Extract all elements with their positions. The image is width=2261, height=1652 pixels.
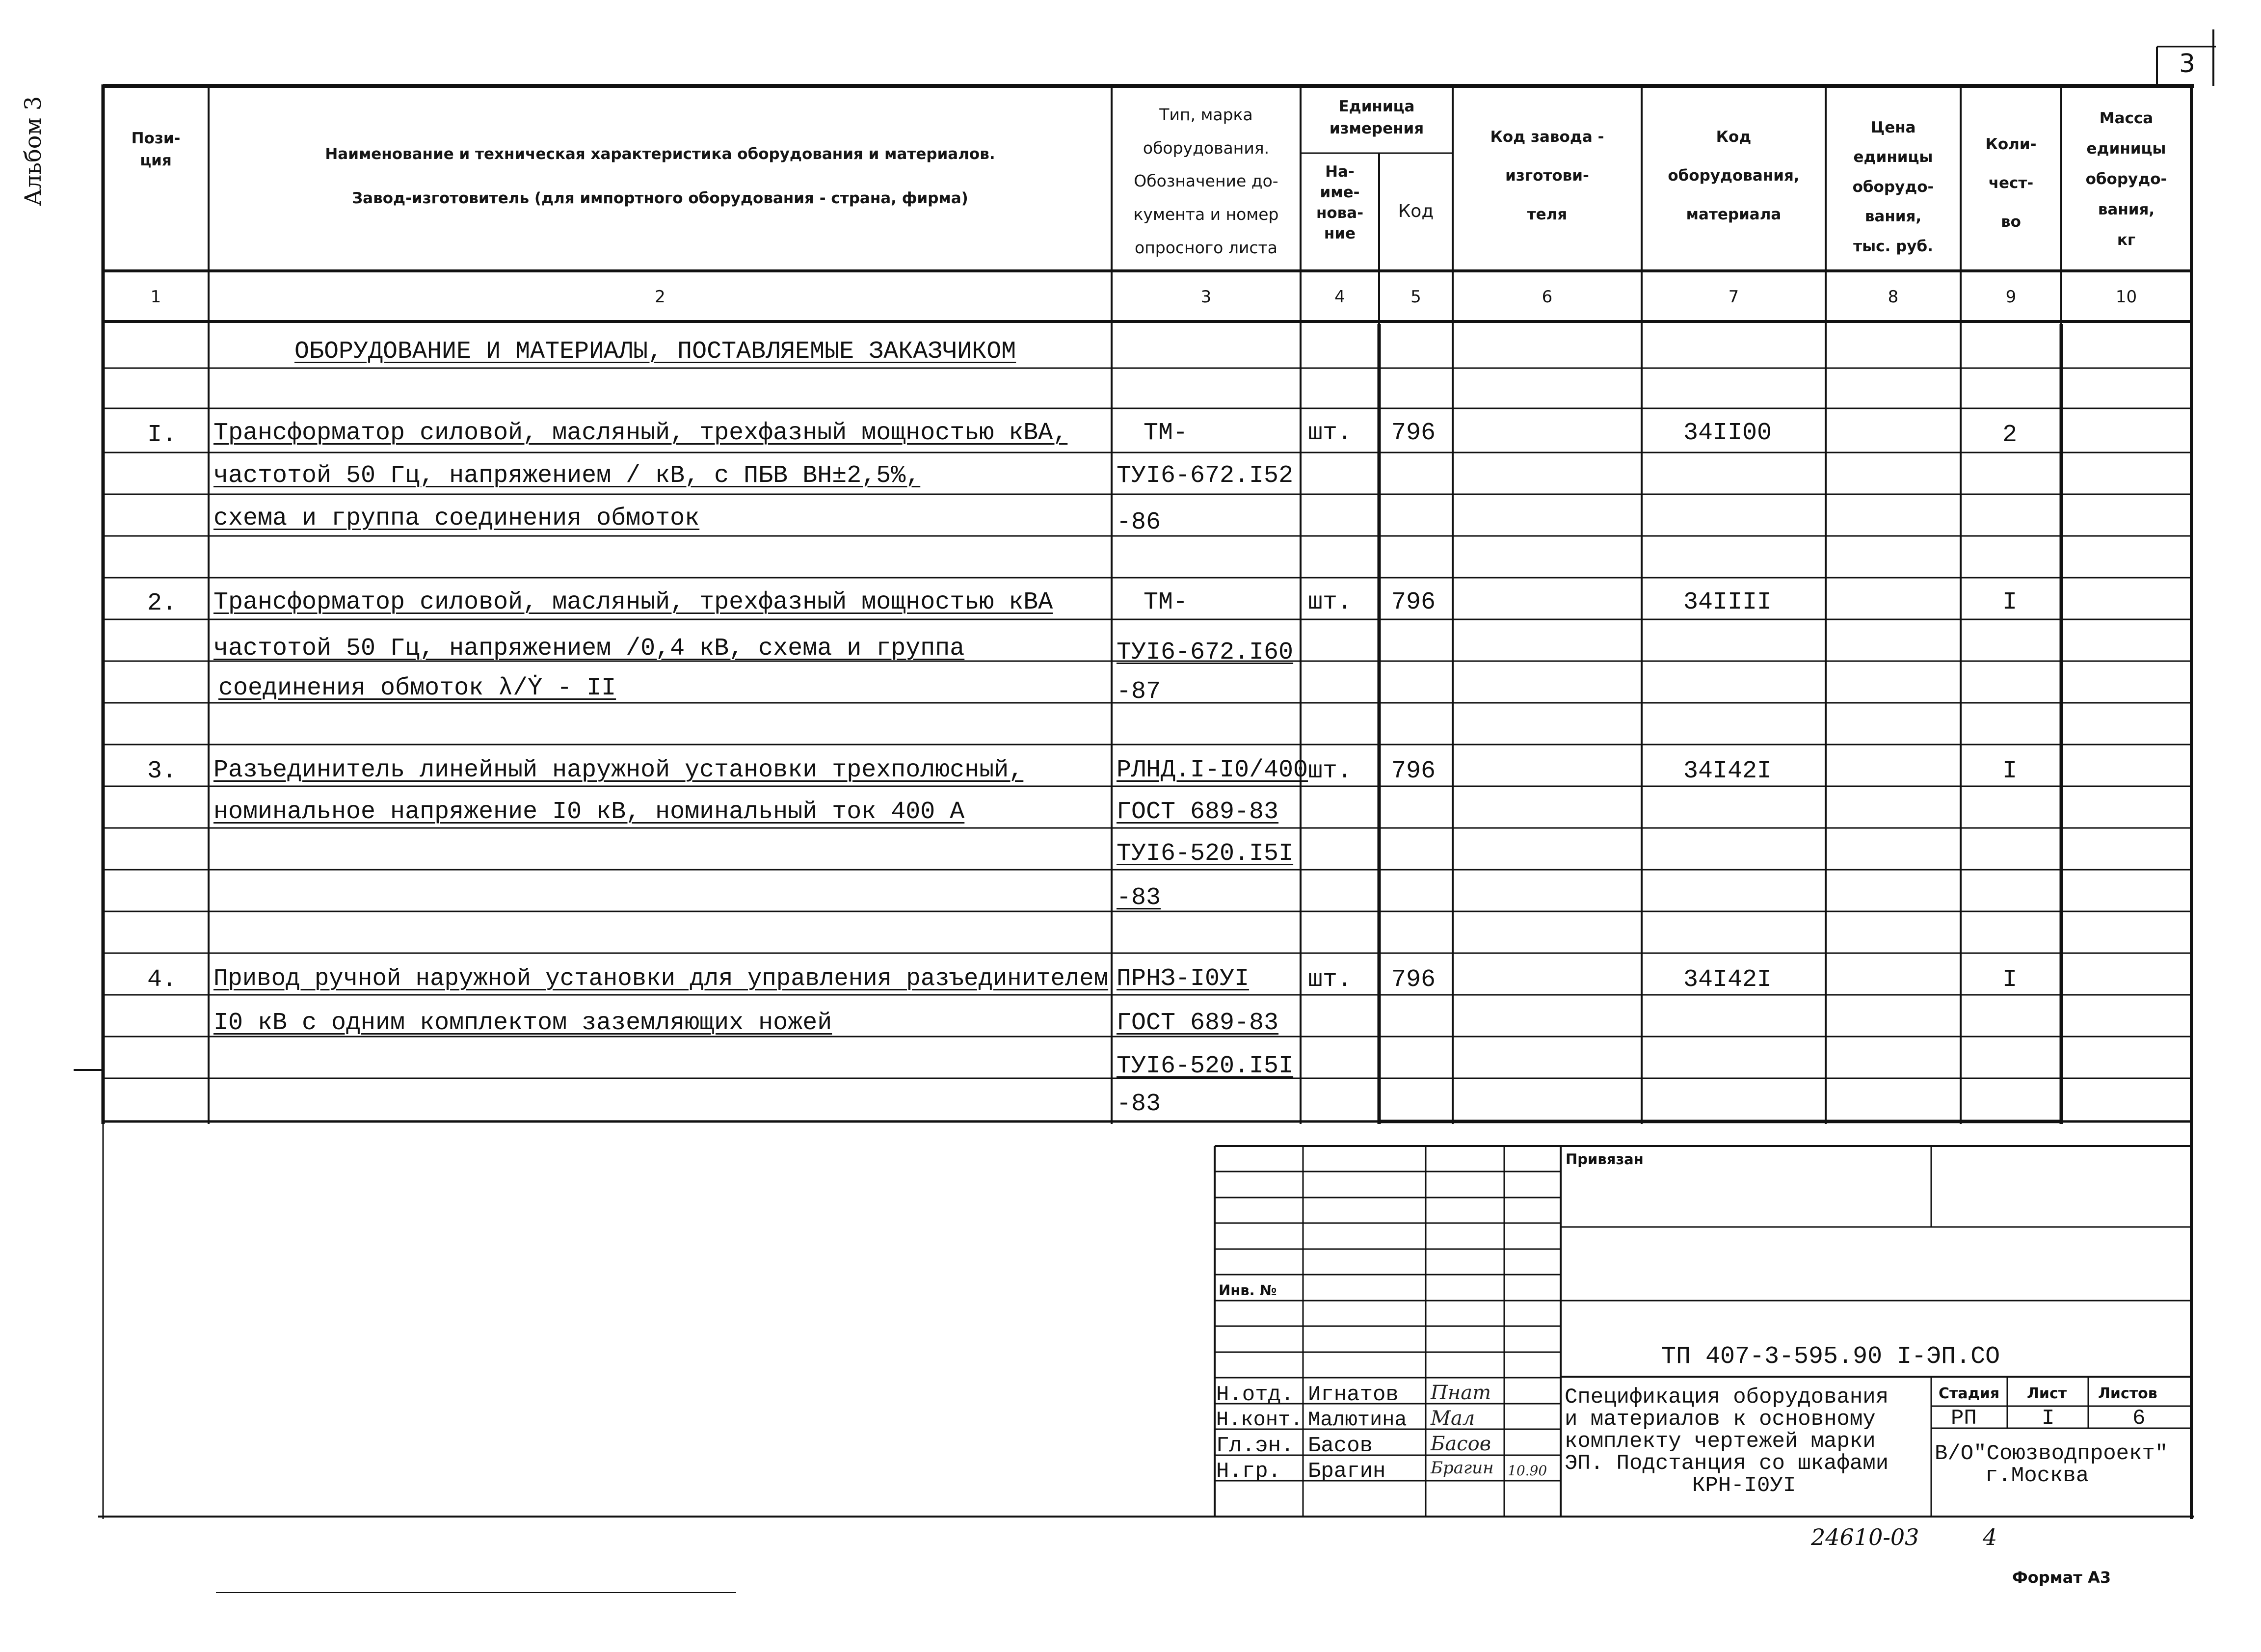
item-position: 2.: [147, 589, 177, 617]
header-col-6: Код завода - изготови- теля: [1490, 128, 1604, 224]
item-unit-code: 796: [1391, 966, 1436, 994]
role-name: Брагин: [1308, 1459, 1386, 1484]
col-num-9: 9: [2005, 287, 2017, 307]
header-col-10: Масса единицы оборудо- вания, кг: [2085, 109, 2167, 249]
header-col-3: Тип, марка оборудования. Обозначение до- кумента и номер опросного листа: [1133, 105, 1279, 257]
signature: Мал: [1431, 1407, 1475, 1430]
item-name-line: частотой 50 Гц, напряжением / кВ, с ПБВ ВН±2,5%,: [213, 462, 921, 490]
item-type-line: ГОСТ 689-83: [1117, 798, 1279, 826]
header-col-9: Коли- чест- во: [1985, 135, 2037, 231]
archive-number: 24610-03: [1811, 1524, 1919, 1550]
document-designation: ТП 407-3-595.90 I-ЭП.СО: [1661, 1343, 2000, 1371]
item-unit-code: 796: [1391, 419, 1436, 447]
col-num-2: 2: [655, 287, 665, 307]
item-position: I.: [147, 421, 177, 449]
archive-page: 4: [1983, 1524, 1997, 1550]
bound-label: Привязан: [1566, 1151, 1644, 1168]
item-name-line: I0 кВ с одним комплектом заземляющих ножей: [213, 1009, 832, 1037]
item-name-line: Трансформатор силовой, масляный, трехфазный мощностью кВА: [213, 588, 1053, 616]
item-unit-code: 796: [1391, 757, 1436, 785]
item-type-line: РЛНД.I-I0/400: [1117, 756, 1308, 784]
item-type-line: -83: [1117, 884, 1161, 912]
item-unit: шт.: [1308, 757, 1353, 785]
doc-title-line: комплекту чертежей марки: [1565, 1429, 1876, 1454]
role-name: Басов: [1308, 1434, 1373, 1458]
item-name-line: Трансформатор силовой, масляный, трехфазный мощностью кВА,: [213, 419, 1068, 447]
role-name: Игнатов: [1308, 1383, 1399, 1407]
item-type-line: ТУI6-520.I5I: [1117, 840, 1294, 868]
col-num-10: 10: [2115, 287, 2137, 307]
item-unit-code: 796: [1391, 588, 1436, 616]
header-col-4: На- име- нова- ние: [1316, 163, 1364, 242]
col-num-1: 1: [150, 287, 161, 307]
item-type-line: ТУI6-672.I52: [1117, 462, 1294, 490]
item-name-line: частотой 50 Гц, напряжением /0,4 кВ, схема и группа: [213, 635, 965, 663]
doc-title-line: Спецификация оборудования: [1565, 1385, 1889, 1410]
item-type-line: ТМ-: [1144, 588, 1188, 616]
item-type-line: ГОСТ 689-83: [1117, 1009, 1279, 1037]
item-type-line: -83: [1117, 1090, 1161, 1118]
inventory-label: Инв. №: [1219, 1282, 1277, 1299]
item-position: 3.: [147, 757, 177, 785]
sheet-value: I: [2042, 1406, 2055, 1431]
doc-title-line: и материалов к основному: [1565, 1407, 1876, 1432]
item-type-line: ТУI6-520.I5I: [1117, 1052, 1294, 1080]
role-label: Н.конт.: [1216, 1408, 1303, 1432]
album-label: Альбом 3: [20, 96, 46, 206]
doc-title-line: ЭП. Подстанция со шкафами: [1565, 1451, 1889, 1476]
header-unit-group: Единица измерения: [1329, 98, 1424, 137]
item-equipment-code: 34I42I: [1683, 966, 1772, 994]
item-unit: шт.: [1308, 419, 1353, 447]
item-equipment-code: 34II00: [1683, 419, 1772, 447]
sign-date: 10.90: [1508, 1463, 1547, 1479]
item-position: 4.: [147, 966, 177, 994]
format-label: Формат А3: [2012, 1568, 2111, 1587]
item-name-line: схема и группа соединения обмоток: [213, 505, 700, 533]
col-num-8: 8: [1888, 287, 1899, 307]
organization-city: г.Москва: [1985, 1464, 2089, 1488]
stage-value: РП: [1951, 1406, 1977, 1431]
header-col-1: Пози- ция: [131, 130, 181, 169]
sheet-number: 3: [2179, 49, 2196, 79]
item-name-line: Привод ручной наружной установки для управления разъединителем: [213, 965, 1109, 992]
item-type-line: ТМ-: [1144, 419, 1188, 447]
col-num-7: 7: [1728, 287, 1739, 307]
item-equipment-code: 34I42I: [1683, 757, 1772, 785]
role-label: Н.гр.: [1216, 1459, 1281, 1484]
item-equipment-code: 34IIII: [1683, 588, 1772, 616]
stage-label: Стадия: [1939, 1385, 2000, 1402]
item-name-line: Разъединитель линейный наружной установки трехполюсный,: [213, 756, 1024, 784]
signature: Брагин: [1431, 1458, 1494, 1478]
doc-title-line: КРН-I0УI: [1692, 1473, 1796, 1498]
header-col-7: Код оборудования, материала: [1668, 128, 1800, 224]
item-type-line: ТУI6-672.I60: [1117, 639, 1294, 666]
col-num-4: 4: [1334, 287, 1345, 307]
item-quantity: I: [2002, 966, 2018, 994]
header-col-2: Наименование и техническая характеристика оборудования и материалов. Завод-изготовитель (для импортного оборудования - страна, фирма): [325, 145, 995, 207]
item-type-line: -87: [1117, 678, 1161, 706]
header-col-8: Цена единицы оборудо- вания, тыс. руб.: [1852, 119, 1934, 255]
col-num-3: 3: [1200, 287, 1212, 307]
role-label: Гл.эн.: [1216, 1434, 1294, 1458]
sheets-label: Листов: [2098, 1385, 2157, 1402]
role-label: Н.отд.: [1216, 1383, 1294, 1407]
role-name: Малютина: [1308, 1408, 1407, 1432]
organization-name: В/О"Союзводпроект": [1935, 1441, 2168, 1466]
col-num-5: 5: [1410, 287, 1421, 307]
item-quantity: 2: [2002, 421, 2018, 449]
col-num-6: 6: [1542, 287, 1553, 307]
item-unit: шт.: [1308, 588, 1353, 616]
signature: Пнат: [1431, 1382, 1491, 1404]
header-col-5: Код: [1398, 201, 1434, 221]
item-quantity: I: [2002, 757, 2018, 785]
item-type-line: -86: [1117, 508, 1161, 536]
item-type-line: ПРНЗ-I0УI: [1117, 965, 1250, 993]
section-title: ОБОРУДОВАНИЕ И МАТЕРИАЛЫ, ПОСТАВЛЯЕМЫЕ ЗАКАЗЧИКОМ: [294, 338, 1016, 366]
sheets-value: 6: [2132, 1406, 2146, 1431]
item-unit: шт.: [1308, 966, 1353, 994]
item-name-line: соединения обмоток λ/Ẏ - II: [218, 674, 616, 702]
signature: Басов: [1431, 1433, 1491, 1455]
item-name-line: номинальное напряжение I0 кВ, номинальный ток 400 А: [213, 798, 965, 826]
sheet-label: Лист: [2027, 1385, 2067, 1402]
item-quantity: I: [2002, 588, 2018, 616]
